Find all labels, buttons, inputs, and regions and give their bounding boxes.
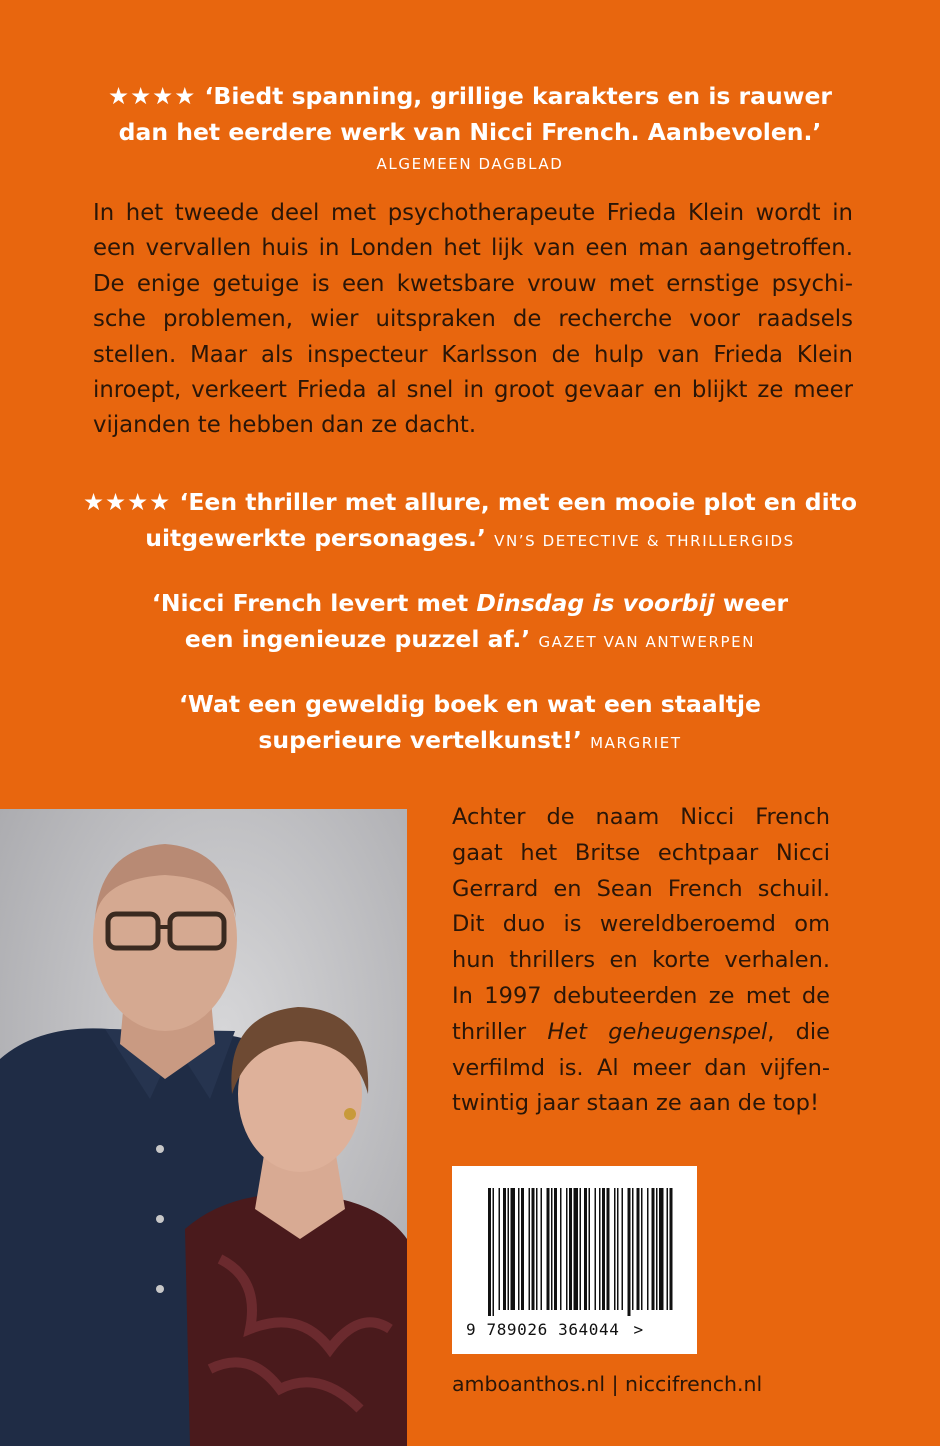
synopsis-line: een vervallen huis in Londen het lijk van een man aangetroffen. (93, 235, 853, 262)
synopsis-line: inroept, verkeert Frieda al snel in groot gevaar en blijkt ze meer (93, 377, 853, 404)
quote-1-line-1 (0, 78, 940, 114)
publisher-websites: amboanthos.nl | niccifrench.nl (452, 1372, 763, 1396)
quote-4-text-2: superieure vertelkunst!’ (258, 726, 582, 754)
quote-4-line-2 (0, 722, 940, 761)
quote-1-line-2: dan het eerdere werk van Nicci French. Aanbevolen.’ (118, 118, 822, 146)
synopsis-line: stellen. Maar als inspecteur Karlsson de hulp van Frieda Klein (93, 341, 853, 368)
author-photo-illustration (0, 809, 407, 1446)
review-quote-3 (0, 585, 940, 660)
quote-2-source: VN’S DETECTIVE & THRILLERGIDS (494, 532, 795, 550)
quote-2-text-1: ‘Een thriller met allure, met een mooie plot en dito (179, 488, 858, 516)
barcode-bar (628, 1188, 631, 1316)
bio-line: thriller Het geheugenspel, die (452, 1018, 830, 1045)
barcode-bar (632, 1188, 634, 1310)
quote-3-line-1 (0, 585, 940, 621)
barcode-bar (641, 1188, 643, 1310)
barcode-bar (637, 1188, 640, 1310)
barcode-bar (584, 1188, 587, 1310)
barcode-bar (595, 1188, 597, 1310)
rating-stars: ★★★★ (108, 82, 197, 110)
barcode-bar (574, 1188, 579, 1310)
quote-3-text-pre: ‘Nicci French levert met (151, 589, 477, 617)
quote-2-line-1 (0, 484, 940, 520)
barcode-bar (554, 1188, 557, 1310)
barcode-bar (529, 1188, 531, 1310)
bio-line: Achter de naam Nicci French (452, 804, 830, 830)
barcode-bar (499, 1188, 501, 1310)
barcode-bar (532, 1188, 535, 1310)
quote-2-text-2: uitgewerkte personages.’ (145, 524, 486, 552)
barcode-bar (560, 1188, 562, 1310)
barcode-bar (589, 1188, 591, 1310)
bio-line: In 1997 debuteerden ze met de (452, 982, 830, 1009)
barcode-bar (541, 1188, 543, 1310)
quote-1-text-1: ‘Biedt spanning, grillige karakters en is rauwer (204, 82, 832, 110)
quote-1-source: ALGEMEEN DAGBLAD (376, 155, 564, 173)
barcode-bar (511, 1188, 516, 1310)
barcode-bar (569, 1188, 572, 1310)
synopsis-line: In het tweede deel met psychotherapeute Frieda Klein wordt in (93, 200, 853, 226)
barcode-bar (622, 1188, 624, 1310)
barcode-bar (536, 1188, 538, 1310)
quote-3-text-post: weer (714, 589, 789, 617)
barcode-bar (566, 1188, 568, 1310)
quote-4-source: MARGRIET (590, 734, 682, 752)
rating-stars: ★★★★ (82, 488, 172, 516)
synopsis (93, 196, 853, 444)
quote-3-text-2: een ingenieuze puzzel af.’ (184, 625, 531, 653)
barcode-bar (521, 1188, 524, 1310)
barcode-bar (599, 1188, 601, 1310)
barcode-bar (551, 1188, 553, 1310)
barcode-bar (647, 1188, 649, 1310)
review-quote-2 (0, 484, 940, 559)
debut-title: Het geheugenspel (547, 1018, 768, 1045)
author-photo (0, 809, 407, 1446)
author-bio (452, 800, 830, 1122)
review-quote-1 (0, 78, 940, 178)
barcode-bar (518, 1188, 520, 1310)
barcode-bar (656, 1188, 658, 1310)
barcode-bar (614, 1188, 616, 1310)
barcode-bar (508, 1188, 510, 1310)
quote-3-line-2 (0, 621, 940, 660)
barcode-bars (452, 1166, 697, 1316)
barcode-bar (503, 1188, 506, 1310)
book-title: Dinsdag is voorbij (476, 589, 715, 617)
barcode-bar (580, 1188, 582, 1310)
bio-line: twintig jaar staan ze aan de top! (452, 1090, 819, 1117)
synopsis-line: sche problemen, wier uitspraken de recherche voor raadsels (93, 306, 853, 333)
quote-3-source: GAZET VAN ANTWERPEN (538, 633, 756, 651)
quote-2-line-2 (0, 520, 940, 559)
synopsis-line: vijanden te hebben dan ze dacht. (93, 412, 477, 439)
quote-4-line-1: ‘Wat een geweldig boek en wat een staaltje (179, 690, 761, 718)
synopsis-line: De enige getuige is een kwetsbare vrouw met ernstige psychi- (93, 270, 853, 297)
bio-line: Gerrard en Sean French schuil. (452, 875, 830, 902)
barcode-bar (652, 1188, 655, 1310)
bio-line: gaat het Britse echtpaar Nicci (452, 839, 830, 866)
barcode-bar (602, 1188, 605, 1310)
barcode-bar (617, 1188, 619, 1310)
barcode-bar (488, 1188, 491, 1316)
isbn-barcode (452, 1166, 697, 1354)
barcode-bar (659, 1188, 664, 1310)
barcode-bar (667, 1188, 669, 1310)
barcode-bar (607, 1188, 610, 1310)
bio-line: hun thrillers en korte verhalen. (452, 947, 830, 974)
barcode-bar (670, 1188, 673, 1310)
bio-line: Dit duo is wereldberoemd om (452, 911, 830, 938)
bio-line: verfilmd is. Al meer dan vijfen- (452, 1054, 830, 1081)
barcode-bar (493, 1188, 495, 1316)
isbn-number: 9 789026 364044 > (466, 1320, 644, 1339)
review-quote-4 (0, 686, 940, 761)
barcode-bar (547, 1188, 550, 1310)
